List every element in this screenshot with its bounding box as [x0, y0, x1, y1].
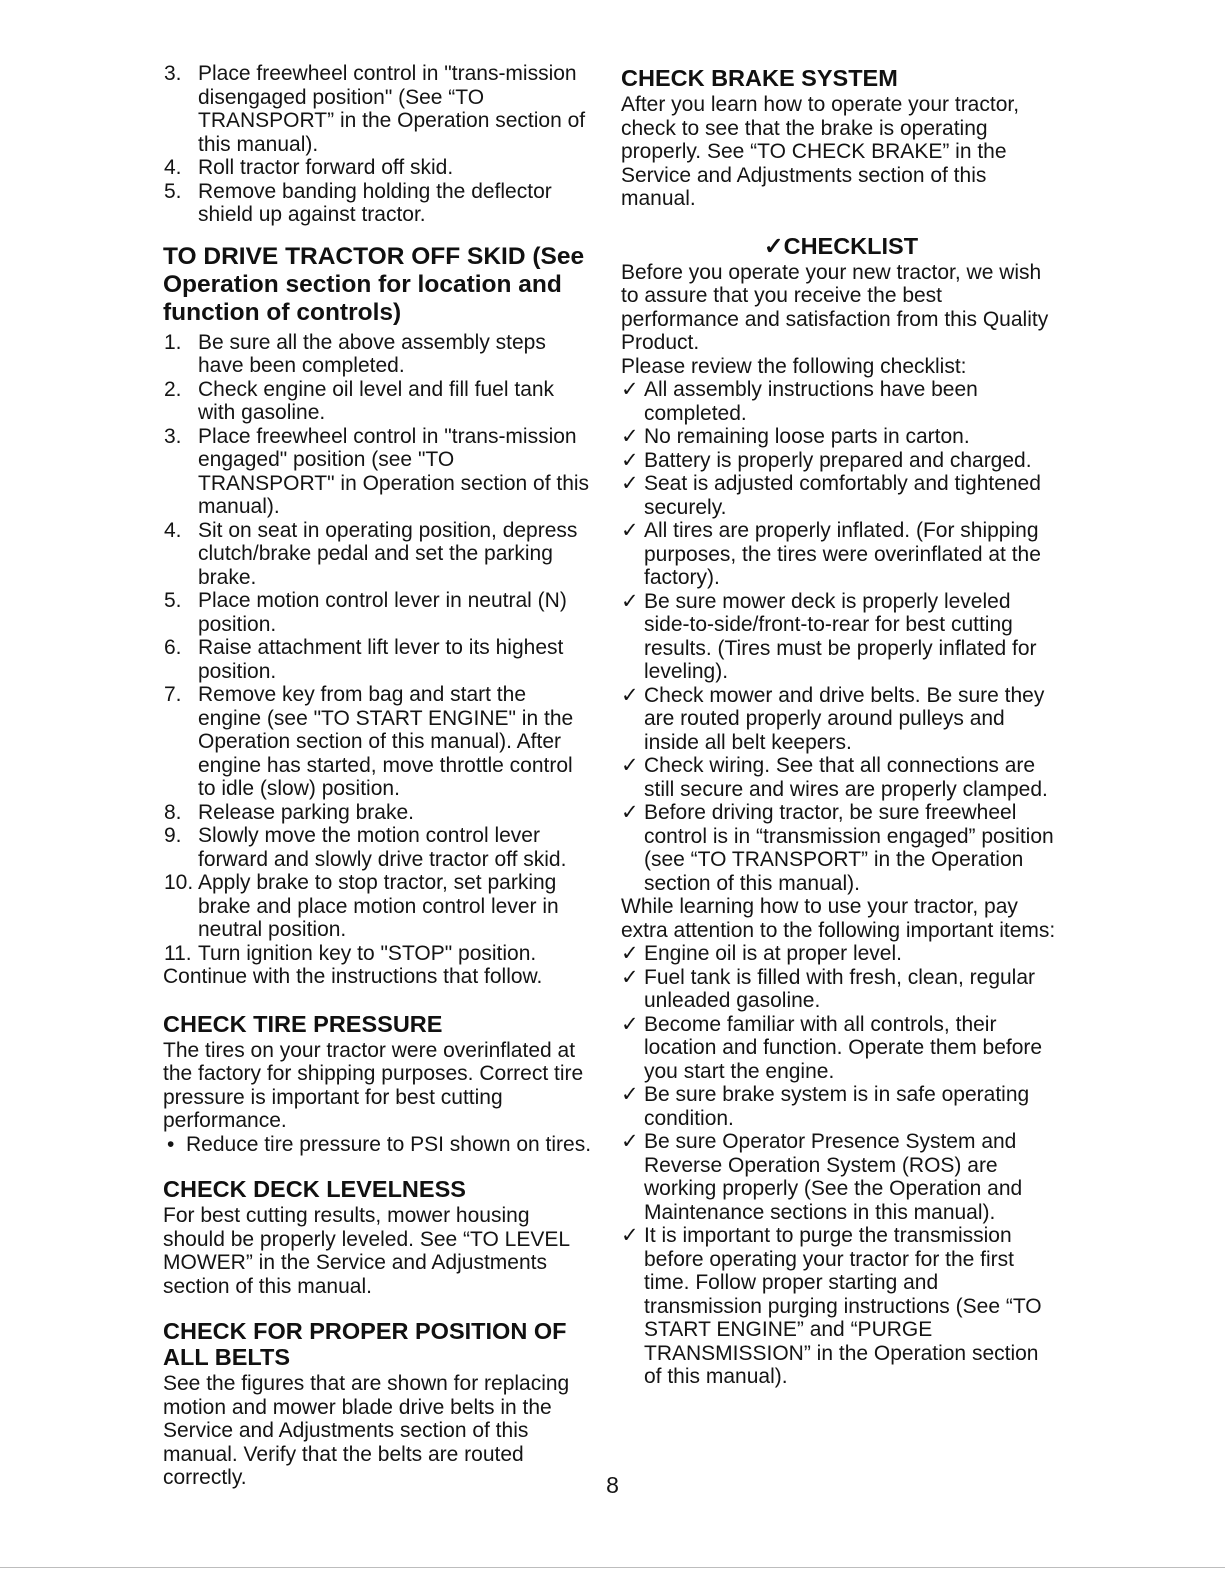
check-deck-levelness-heading: CHECK DECK LEVELNESS: [163, 1176, 466, 1202]
intro-steps-list: [163, 62, 593, 227]
checklist-item: [621, 472, 1061, 519]
check-mark-icon: ✓: [621, 1083, 639, 1106]
checklist-item: [621, 801, 1061, 895]
check-tire-pressure-heading: CHECK TIRE PRESSURE: [163, 1010, 443, 1037]
drive-off-skid-steps-list: [163, 331, 593, 966]
check-mark-icon: ✓: [621, 425, 639, 448]
checklist-item-text: Become familiar with all controls, their location and function. Operate them before you start the engine.: [644, 1012, 1043, 1083]
check-mark-icon: ✓: [621, 448, 639, 472]
checklist-intro: Before you operate your new tractor, we wish to assure that you receive the best performance and satisfaction from this Quality Product.: [621, 260, 1049, 354]
step-item: [163, 801, 593, 825]
step-item: [163, 683, 593, 801]
step-text: Place motion control lever in neutral (N) position.: [198, 589, 567, 636]
tire-pressure-text: The tires on your tractor were overinflated at the factory for shipping purposes. Correct tire pressure is important for best cutting performance.: [163, 1038, 584, 1132]
step-number: 9.: [164, 824, 182, 847]
check-mark-icon: ✓: [621, 589, 639, 613]
learning-items-list: [621, 942, 1061, 1389]
checklist-item: [621, 966, 1061, 1013]
check-mark-icon: ✓: [621, 519, 639, 542]
step-item: [163, 425, 593, 519]
page-bottom-rule: [0, 1567, 1225, 1568]
check-mark-icon: ✓: [621, 683, 639, 707]
step-text: Turn ignition key to "STOP" position.: [198, 941, 537, 965]
step-number: 8.: [164, 800, 182, 824]
checklist-item-text: Battery is properly prepared and charged.: [644, 448, 1032, 472]
checklist-review: Please review the following checklist:: [621, 354, 967, 378]
step-text: Place freewheel control in "trans-mission disengaged position" (See “TO TRANSPORT” in the Operation section of this manual).: [198, 62, 586, 156]
checklist-item-text: No remaining loose parts in carton.: [644, 425, 970, 448]
step-text: Raise attachment lift lever to its highest position.: [198, 636, 564, 683]
step-number: 11.: [164, 941, 192, 965]
left-column: [163, 62, 593, 1490]
check-belts-heading: CHECK FOR PROPER POSITION OF ALL BELTS: [163, 1318, 567, 1370]
tire-pressure-bullet-text: Reduce tire pressure to PSI shown on tires.: [186, 1132, 592, 1156]
step-item: [163, 378, 593, 425]
brake-system-text: After you learn how to operate your tractor, check to see that the brake is operating properly. See “TO CHECK BRAKE” in the Service and Adjustments section of this manual.: [621, 93, 1020, 210]
check-mark-icon: ✓: [621, 965, 639, 989]
check-mark-icon: ✓: [621, 1224, 639, 1247]
step-text: Slowly move the motion control lever forward and slowly drive tractor off skid.: [198, 824, 567, 871]
step-text: Remove key from bag and start the engine (see "TO START ENGINE" in the Operation section of this manual). After engine has started, move throttle control to idle (slow) position.: [198, 683, 574, 800]
checklist-item: [621, 1013, 1061, 1084]
check-mark-icon: ✓: [621, 472, 639, 495]
page-number: 8: [606, 1472, 619, 1498]
drive-off-skid-heading: TO DRIVE TRACTOR OFF SKID (See Operation section for location and function of controls): [163, 242, 585, 326]
deck-levelness-text: For best cutting results, mower housing should be properly leveled. See “TO LEVEL MOWER” in the Service and Adjustments section of this manual.: [163, 1204, 570, 1298]
checklist-item: [621, 942, 1061, 966]
step-number: 1.: [164, 330, 182, 354]
step-item: [163, 871, 593, 942]
checklist-item-text: All assembly instructions have been completed.: [644, 378, 978, 425]
checklist-item-text: Check mower and drive belts. Be sure they are routed properly around pulleys and inside all belt keepers.: [644, 683, 1045, 754]
check-mark-icon: ✓: [621, 378, 639, 401]
checklist-item: [621, 449, 1061, 473]
checklist-item-text: Be sure mower deck is properly leveled side-to-side/front-to-rear for best cutting results. (Tires must be properly inflated for leveling).: [644, 589, 1037, 683]
checklist-item-text: Seat is adjusted comfortably and tightened securely.: [644, 472, 1041, 519]
checklist-item-text: Be sure Operator Presence System and Reverse Operation System (ROS) are working properly (See the Operation and Maintenance sections in this manual).: [644, 1130, 1023, 1224]
step-text: Place freewheel control in "trans-mission engaged" position (see "TO TRANSPORT" in Operation section of this manual).: [198, 424, 590, 518]
step-item: [163, 942, 593, 966]
check-mark-icon: ✓: [621, 942, 639, 965]
bullet-icon: •: [167, 1132, 175, 1156]
step-number: 2.: [164, 377, 182, 401]
step-text: Check engine oil level and fill fuel tank with gasoline.: [198, 377, 555, 424]
checklist-item-text: Fuel tank is filled with fresh, clean, regular unleaded gasoline.: [644, 965, 1036, 1012]
checklist-item-text: Before driving tractor, be sure freewheel control is in “transmission engaged” position (see “TO TRANSPORT” in the Operation section of this manual).: [644, 801, 1054, 895]
check-mark-icon: ✓: [621, 1012, 639, 1036]
checklist-item-text: Be sure brake system is in safe operating condition.: [644, 1083, 1030, 1130]
learning-intro: While learning how to use your tractor, pay extra attention to the following important items:: [621, 895, 1056, 942]
continue-text: Continue with the instructions that follow.: [163, 965, 543, 988]
step-text: Roll tractor forward off skid.: [198, 156, 454, 179]
checklist-item: [621, 519, 1061, 590]
step-item: [163, 636, 593, 683]
step-item: [163, 589, 593, 636]
belts-text: See the figures that are shown for replacing motion and mower blade drive belts in the Service and Adjustments section of this manual. Verify that the belts are routed correctly.: [163, 1372, 570, 1489]
step-number: 10.: [164, 871, 194, 894]
step-item: [163, 331, 593, 378]
checklist-item-text: Engine oil is at proper level.: [644, 942, 902, 965]
check-brake-system-heading: CHECK BRAKE SYSTEM: [621, 65, 898, 91]
checklist-heading: ✓CHECKLIST: [763, 232, 919, 259]
step-text: Apply brake to stop tractor, set parking brake and place motion control lever in neutral position.: [198, 871, 559, 941]
check-mark-icon: ✓: [621, 754, 639, 777]
checklist-item-text: It is important to purge the transmission before operating your tractor for the first time. Follow proper starting and transmission purging instructions (See “TO START ENGINE” and “PURGE TRANSMISSION” in the Operation section of this manual).: [644, 1224, 1042, 1388]
step-number: 3.: [164, 62, 182, 85]
step-text: Release parking brake.: [198, 800, 414, 824]
step-number: 4.: [164, 518, 182, 542]
step-item: [163, 824, 593, 871]
checklist-item: [621, 590, 1061, 684]
checklist-list: [621, 378, 1061, 895]
step-number: 5.: [164, 589, 182, 612]
right-column: [621, 62, 1061, 1389]
checklist-item: [621, 1083, 1061, 1130]
step-number: 4.: [164, 156, 182, 179]
checklist-item: [621, 754, 1061, 801]
tire-pressure-bullets: [163, 1133, 593, 1157]
step-item: [163, 519, 593, 590]
step-item: [163, 180, 593, 227]
checklist-item: [621, 684, 1061, 755]
check-mark-icon: ✓: [621, 1130, 639, 1153]
step-number: 6.: [164, 636, 182, 659]
step-text: Sit on seat in operating position, depress clutch/brake pedal and set the parking brake.: [198, 518, 578, 589]
step-number: 7.: [164, 683, 182, 706]
checklist-item-text: All tires are properly inflated. (For shipping purposes, the tires were overinflated at the factory).: [644, 519, 1041, 589]
checklist-item: [621, 378, 1061, 425]
checklist-item: [621, 1130, 1061, 1224]
checklist-item: [621, 425, 1061, 449]
step-text: Remove banding holding the deflector shield up against tractor.: [198, 179, 552, 226]
step-item: [163, 62, 593, 156]
step-text: Be sure all the above assembly steps have been completed.: [198, 330, 546, 377]
checklist-item-text: Check wiring. See that all connections are still secure and wires are properly clamped.: [644, 754, 1048, 801]
checklist-item: [621, 1224, 1061, 1389]
step-number: 3.: [164, 424, 182, 448]
tire-pressure-bullet: [163, 1133, 593, 1157]
step-number: 5.: [164, 179, 182, 203]
step-item: [163, 156, 593, 180]
check-mark-icon: ✓: [621, 801, 639, 824]
